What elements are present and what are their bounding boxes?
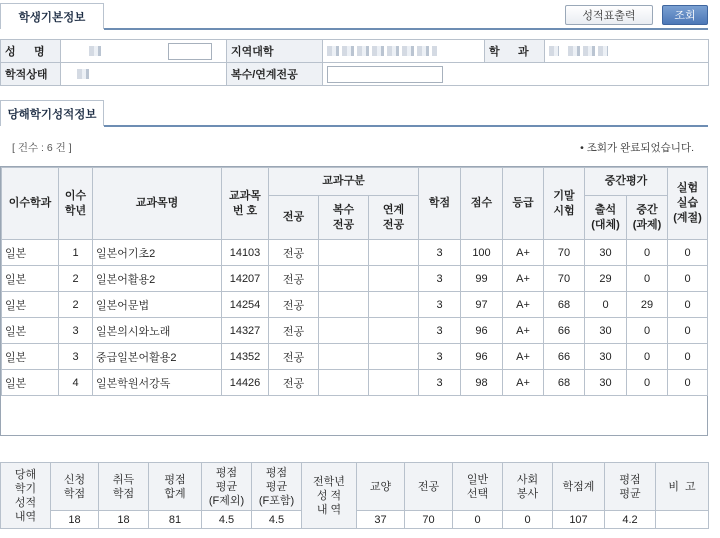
sum-v-3: 4.5 [202,511,252,529]
sum-rh-1: 전공 [405,463,453,511]
cell-course: 일본어문법 [93,292,222,318]
search-button[interactable]: 조회 [662,5,708,25]
cell-credit: 3 [419,292,461,318]
sum-rh-4: 학점계 [553,463,605,511]
transfer-title: 전학년 성 적 내 역 [302,463,357,529]
table-row[interactable] [2,292,708,318]
col-credit: 학점 [419,168,461,240]
tab-current-grades[interactable]: 당해학기성적정보 [0,100,104,126]
sum-rv-2: 0 [453,511,503,529]
cell-attend: 30 [585,318,627,344]
cell-task: 0 [627,370,668,396]
cell-year: 2 [59,266,93,292]
table-row[interactable] [2,318,708,344]
sum-rh-6: 비 고 [656,463,709,511]
col-category: 교과구분 [269,168,419,196]
cell-code: 14254 [222,292,269,318]
cell-link [369,344,419,370]
cell-score: 99 [461,266,503,292]
name-label: 성 명 [1,40,61,63]
sum-v-0: 18 [51,511,99,529]
cell-lab: 0 [668,240,708,266]
col-mid-attend: 출석 (대체) [585,196,627,240]
cell-task: 0 [627,318,668,344]
cell-course: 일본의시와노래 [93,318,222,344]
cell-major: 전공 [269,344,319,370]
table-row[interactable] [2,370,708,396]
masked-dept [549,46,559,56]
record-count: [ 건수 : 6 건 ] [12,142,72,154]
sum-h-2: 평점 합계 [149,463,202,511]
cell-lab: 0 [668,318,708,344]
cell-major: 전공 [269,292,319,318]
status-message: • 조회가 완료되었습니다. [580,142,694,154]
tab-student-basic-info[interactable]: 학생기본정보 [0,3,104,29]
department-label: 학 과 [485,40,545,63]
sum-v-2: 81 [149,511,202,529]
cell-double [319,240,369,266]
grade-table-container [0,166,708,436]
masked-college [327,46,437,56]
cell-final: 70 [544,266,585,292]
sum-v-1: 18 [99,511,149,529]
cell-double [319,370,369,396]
cell-dept: 일본 [2,344,59,370]
cell-attend: 29 [585,266,627,292]
sum-h-3: 평점 평균 (F제외) [202,463,252,511]
status-value [61,63,227,86]
cell-course: 중급일본어활용2 [93,344,222,370]
college-value [323,40,485,63]
tab-divider [104,28,708,30]
cell-course: 일본어활용2 [93,266,222,292]
double-major-label: 복수/연계전공 [227,63,323,86]
sum-h-1: 취득 학점 [99,463,149,511]
cell-task: 0 [627,344,668,370]
status-label: 학적상태 [1,63,61,86]
col-midterm: 중간평가 [585,168,668,196]
college-label: 지역대학 [227,40,323,63]
cell-year: 2 [59,292,93,318]
name-value [61,40,227,63]
print-transcript-button[interactable]: 성적표출력 [565,5,653,25]
masked-status [77,69,89,79]
sum-rv-3: 0 [503,511,553,529]
cell-course: 일본학원서강독 [93,370,222,396]
table-row[interactable] [2,240,708,266]
cell-attend: 30 [585,344,627,370]
col-dept: 이수학과 [2,168,59,240]
cell-year: 3 [59,344,93,370]
cell-code: 14426 [222,370,269,396]
cell-dept: 일본 [2,370,59,396]
sum-rv-1: 70 [405,511,453,529]
cell-grade: A+ [503,318,544,344]
cell-year: 1 [59,240,93,266]
cell-score: 97 [461,292,503,318]
cell-final: 68 [544,370,585,396]
col-code: 교과목 번 호 [222,168,269,240]
cell-credit: 3 [419,266,461,292]
cell-code: 14103 [222,240,269,266]
cell-lab: 0 [668,344,708,370]
cell-lab: 0 [668,292,708,318]
cell-link [369,318,419,344]
cell-major: 전공 [269,370,319,396]
cell-grade: A+ [503,370,544,396]
sum-rv-6 [656,511,709,529]
cell-dept: 일본 [2,318,59,344]
cell-attend: 30 [585,240,627,266]
tab-divider-2 [104,125,708,127]
cell-dept: 일본 [2,292,59,318]
col-cat-double: 복수 전공 [319,196,369,240]
col-grade: 등급 [503,168,544,240]
name-field[interactable] [168,43,212,60]
cell-attend: 30 [585,370,627,396]
cell-code: 14207 [222,266,269,292]
sum-rv-5: 4.2 [605,511,656,529]
col-final: 기말 시험 [544,168,585,240]
cell-grade: A+ [503,344,544,370]
cell-major: 전공 [269,318,319,344]
cell-credit: 3 [419,318,461,344]
cell-lab: 0 [668,266,708,292]
cell-year: 4 [59,370,93,396]
cell-double [319,266,369,292]
col-year: 이수 학년 [59,168,93,240]
cell-double [319,344,369,370]
sum-rh-5: 평점 평균 [605,463,656,511]
sum-rh-2: 일반 선택 [453,463,503,511]
cell-task: 0 [627,266,668,292]
sum-rh-3: 사회 봉사 [503,463,553,511]
cell-grade: A+ [503,266,544,292]
cell-attend: 0 [585,292,627,318]
cell-dept: 일본 [2,266,59,292]
cell-dept: 일본 [2,240,59,266]
sum-v-4: 4.5 [252,511,302,529]
cell-double [319,318,369,344]
cell-final: 66 [544,344,585,370]
cell-task: 0 [627,240,668,266]
masked-dept-2 [568,46,608,56]
cell-major: 전공 [269,240,319,266]
double-major-value [323,63,709,86]
student-info-table [0,39,709,86]
cell-grade: A+ [503,240,544,266]
sum-rv-0: 37 [357,511,405,529]
cell-credit: 3 [419,344,461,370]
col-lab: 실험 실습 (계절) [668,168,708,240]
double-major-field[interactable] [327,66,443,83]
col-course: 교과목명 [93,168,222,240]
col-score: 점수 [461,168,503,240]
cell-score: 96 [461,344,503,370]
cell-code: 14327 [222,318,269,344]
summary-table [0,462,709,529]
cell-credit: 3 [419,370,461,396]
cell-final: 70 [544,240,585,266]
table-row[interactable] [2,344,708,370]
cell-score: 98 [461,370,503,396]
grade-table [1,167,708,396]
cell-course: 일본어기초2 [93,240,222,266]
department-value [545,40,709,63]
table-row[interactable] [2,266,708,292]
sum-rv-4: 107 [553,511,605,529]
cell-link [369,370,419,396]
summary-title: 당해 학기 성적 내역 [1,463,51,529]
masked-name [89,46,103,56]
cell-task: 29 [627,292,668,318]
cell-code: 14352 [222,344,269,370]
cell-final: 66 [544,318,585,344]
sum-rh-0: 교양 [357,463,405,511]
col-cat-major: 전공 [269,196,319,240]
cell-double [319,292,369,318]
cell-link [369,266,419,292]
cell-score: 100 [461,240,503,266]
col-cat-link: 연계 전공 [369,196,419,240]
sum-h-0: 신청 학점 [51,463,99,511]
cell-final: 68 [544,292,585,318]
cell-lab: 0 [668,370,708,396]
cell-link [369,240,419,266]
cell-link [369,292,419,318]
cell-grade: A+ [503,292,544,318]
cell-credit: 3 [419,240,461,266]
col-mid-task: 중간 (과제) [627,196,668,240]
cell-year: 3 [59,318,93,344]
cell-score: 96 [461,318,503,344]
cell-major: 전공 [269,266,319,292]
sum-h-4: 평점 평균 (F포함) [252,463,302,511]
